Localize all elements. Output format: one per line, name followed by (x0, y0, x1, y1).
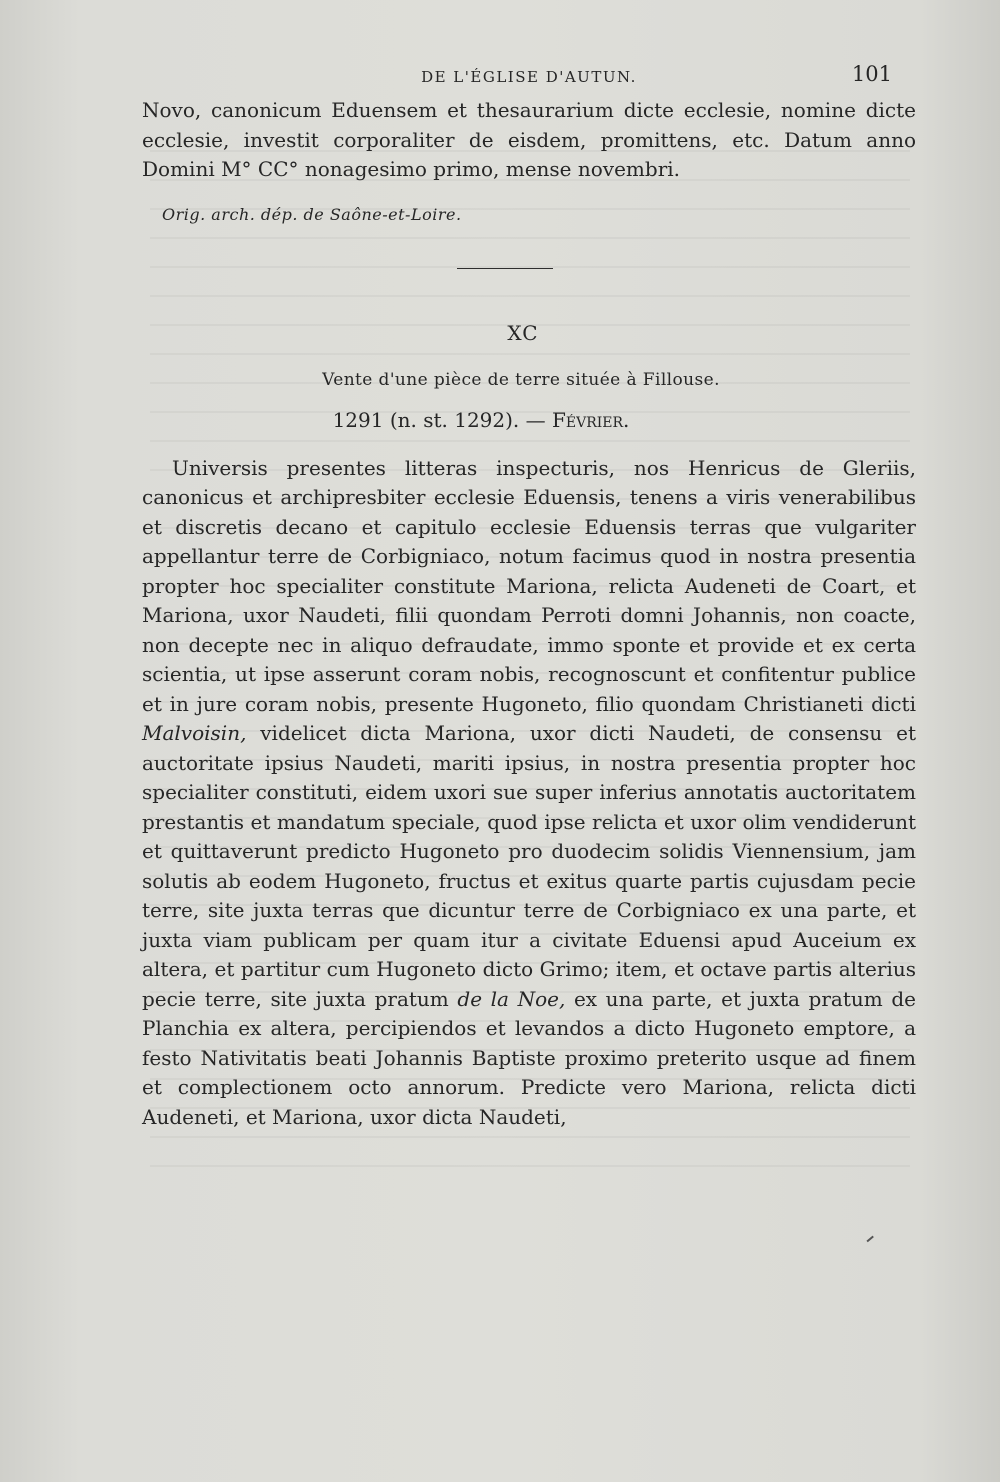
date-prefix: 1291 (n. st. 1292). — (332, 407, 553, 432)
section-divider (457, 268, 553, 269)
intro-paragraph: Novo, canonicum Eduensem et thesaurarium dicte ecclesie, nomine dicte ecclesie, investit corporaliter de eisdem, promittens, etc. Datum anno Domini M° CC° nonagesimo primo, mense novembri. (142, 98, 916, 181)
body-italic-de-la-noe: de la Noe, (457, 986, 566, 1011)
stray-ink-mark (866, 1236, 873, 1242)
document-title: Vente d'une pièce de terre située à Fillouse. (322, 369, 720, 390)
body-text-part-3: ex una parte, et juxta pratum de Planchia ex altera, percipiendos et levandos a dicto Hugoneto emptore, a festo Nativitatis beati Johannis Baptiste proximo preterito usque ad finem et complectionem octo annorum. Predicte vero Mariona, relicta dicti Audeneti, et Mariona, uxor dicta Naudeti, (142, 986, 916, 1129)
page-number: 101 (851, 62, 892, 86)
document-date (94, 408, 868, 432)
document-number: XC (507, 320, 539, 345)
body-text-part-2: videlicet dicta Mariona, uxor dicti Naudeti, de consensu et auctoritate ipsius Naudeti, mariti ipsius, in nostra presentia propter hoc specialiter constituti, eidem uxori sue super inferius annotatis auctoritatem prestantis et mandatum speciale, quod ipse relicta et uxor olim vendiderunt et quittaverunt predicto Hugoneto pro duodecim solidis Viennensium, jam solutis ab eodem Hugoneto, fructus et exitus quarte partis cujusdam pecie terre, site juxta terras que dicuntur terre de Corbigniaco ex una parte, et juxta viam publicam per quam itur a civitate Eduensi apud Auceium ex altera, et partitur cum Hugoneto dicto Grimo; item, et octave partis alterius pecie terre, site juxta pratum (142, 721, 916, 1011)
running-title: DE L'ÉGLISE D'AUTUN. (421, 68, 637, 86)
source-note: Orig. arch. dép. de Saône-et-Loire. (162, 204, 462, 224)
running-head (142, 62, 916, 96)
body-text-part-1: Universis presentes litteras inspecturis, nos Henricus de Gleriis, canonicus et archipresbiter ecclesie Eduensis, tenens a viris venerabilibus et discretis decano et capitulo ecclesie Eduensis terras que vulgariter appellantur terre de Corbigniaco, notum facimus quod in nostra presentia propter hoc specialiter constitute Mariona, relicta Audeneti de Coart, et Mariona, uxor Naudeti, filii quondam Perroti domni Johannis, non coacte, non decepte nec in aliquo defraudate, immo sponte et provide et ex certa scientia, ut ipse asserunt coram nobis, recognoscunt et confitentur publice et in jure coram nobis, presente Hugoneto, filio quondam Christianeti dicti (142, 455, 916, 716)
page-content (142, 62, 916, 1132)
date-month: Février. (552, 407, 630, 432)
document-body (142, 454, 916, 1133)
body-italic-malvoisin: Malvoisin, (142, 721, 247, 745)
